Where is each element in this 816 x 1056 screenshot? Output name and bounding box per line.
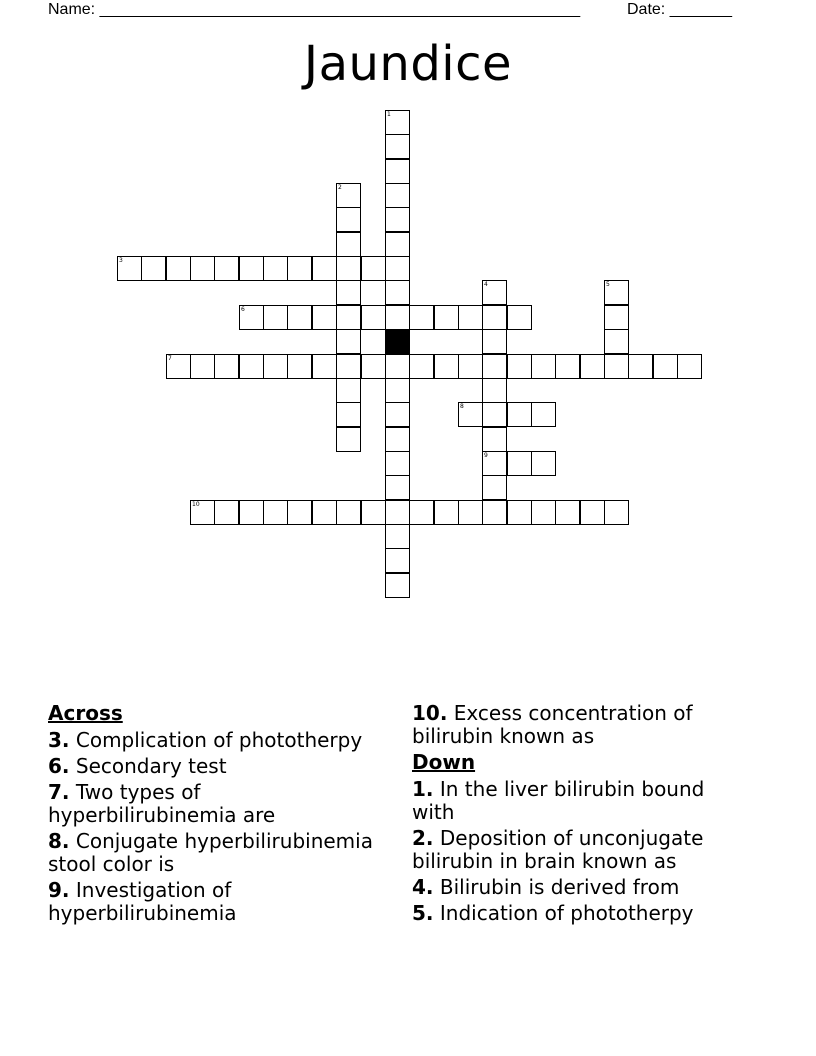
grid-cell[interactable]	[507, 500, 532, 525]
grid-cell[interactable]	[336, 305, 361, 330]
grid-cell[interactable]	[336, 280, 361, 305]
clue-number: 4.	[412, 875, 434, 899]
grid-cell[interactable]	[385, 256, 410, 281]
clue-text: Deposition of unconjugate bilirubin in brain known as	[412, 826, 704, 873]
grid-cell[interactable]	[117, 256, 142, 281]
grid-cell[interactable]	[482, 451, 507, 476]
grid-cell[interactable]	[287, 256, 312, 281]
grid-cell[interactable]	[531, 451, 556, 476]
grid-cell[interactable]	[336, 500, 361, 525]
grid-cell[interactable]	[166, 354, 191, 379]
puzzle-title: Jaundice	[303, 36, 513, 92]
grid-cell[interactable]	[531, 500, 556, 525]
clue-text: In the liver bilirubin bound with	[412, 777, 705, 824]
grid-cell[interactable]	[190, 500, 215, 525]
grid-cell[interactable]	[507, 354, 532, 379]
grid-cell[interactable]	[385, 427, 410, 452]
grid-cell[interactable]	[312, 256, 337, 281]
clue-text: Complication of phototherpy	[75, 728, 363, 752]
grid-cell[interactable]	[482, 378, 507, 403]
grid-cell[interactable]	[482, 354, 507, 379]
grid-cell[interactable]	[385, 475, 410, 500]
name-field-label: Name: ______________________________________________________	[48, 1, 581, 18]
clue-number: 9.	[48, 878, 70, 902]
grid-cell[interactable]	[482, 402, 507, 427]
clue-number: 10.	[412, 701, 448, 725]
cell-number: 7	[168, 355, 172, 362]
down-clue	[412, 778, 742, 824]
grid-cell[interactable]	[385, 354, 410, 379]
grid-cell[interactable]	[409, 500, 434, 525]
grid-cell[interactable]	[336, 378, 361, 403]
grid-cell[interactable]	[239, 500, 264, 525]
cell-number: 3	[119, 257, 123, 264]
grid-cell[interactable]	[166, 256, 191, 281]
cell-number: 1	[387, 111, 391, 118]
grid-cell[interactable]	[409, 305, 434, 330]
grid-cell[interactable]	[580, 354, 605, 379]
grid-cell[interactable]	[214, 256, 239, 281]
grid-cell[interactable]	[385, 280, 410, 305]
clue-number: 1.	[412, 777, 434, 801]
down-clue	[412, 876, 742, 899]
grid-cell[interactable]	[531, 354, 556, 379]
grid-cell[interactable]	[507, 305, 532, 330]
clue-text: Bilirubin is derived from	[439, 875, 680, 899]
grid-cell[interactable]	[336, 402, 361, 427]
clue-column-right	[412, 702, 742, 928]
grid-cell[interactable]	[385, 500, 410, 525]
grid-cell[interactable]	[385, 110, 410, 135]
grid-cell[interactable]	[287, 354, 312, 379]
across-clue	[48, 729, 393, 752]
grid-cell[interactable]	[385, 402, 410, 427]
clue-number: 6.	[48, 754, 70, 778]
grid-cell[interactable]	[385, 524, 410, 549]
grid-cell[interactable]	[263, 256, 288, 281]
across-clue	[48, 755, 393, 778]
grid-cell[interactable]	[336, 207, 361, 232]
grid-cell[interactable]	[336, 183, 361, 208]
clue-number: 7.	[48, 780, 70, 804]
grid-cell[interactable]	[190, 354, 215, 379]
clue-text: Secondary test	[75, 754, 227, 778]
grid-cell[interactable]	[482, 329, 507, 354]
grid-cell[interactable]	[190, 256, 215, 281]
grid-cell[interactable]	[604, 354, 629, 379]
grid-cell[interactable]	[482, 427, 507, 452]
grid-cell[interactable]	[336, 232, 361, 257]
grid-cell[interactable]	[385, 207, 410, 232]
grid-cell[interactable]	[239, 354, 264, 379]
grid-cell[interactable]	[604, 280, 629, 305]
across-clue	[412, 702, 742, 748]
grid-cell[interactable]	[385, 548, 410, 573]
clue-text: Indication of phototherpy	[439, 901, 694, 925]
grid-cell[interactable]	[361, 305, 386, 330]
grid-cell[interactable]	[385, 159, 410, 184]
grid-cell[interactable]	[482, 305, 507, 330]
grid-cell[interactable]	[361, 500, 386, 525]
cell-number: 8	[460, 403, 464, 410]
black-square	[385, 329, 410, 354]
grid-cell[interactable]	[214, 354, 239, 379]
grid-cell[interactable]	[312, 500, 337, 525]
clue-text: Conjugate hyperbilirubinemia stool color is	[48, 829, 373, 876]
grid-cell[interactable]	[263, 500, 288, 525]
grid-cell[interactable]	[458, 354, 483, 379]
clue-number: 2.	[412, 826, 434, 850]
grid-cell[interactable]	[677, 354, 702, 379]
grid-cell[interactable]	[312, 354, 337, 379]
grid-cell[interactable]	[385, 378, 410, 403]
grid-cell[interactable]	[482, 280, 507, 305]
grid-cell[interactable]	[385, 573, 410, 598]
grid-cell[interactable]	[507, 402, 532, 427]
grid-cell[interactable]	[263, 354, 288, 379]
across-clue	[48, 781, 393, 827]
grid-cell[interactable]	[507, 451, 532, 476]
grid-cell[interactable]	[336, 354, 361, 379]
clue-text: Investigation of hyperbilirubinemia	[48, 878, 237, 925]
grid-cell[interactable]	[604, 500, 629, 525]
grid-cell[interactable]	[385, 183, 410, 208]
grid-cell[interactable]	[604, 329, 629, 354]
grid-cell[interactable]	[336, 256, 361, 281]
grid-cell[interactable]	[434, 500, 459, 525]
clue-number: 3.	[48, 728, 70, 752]
grid-cell[interactable]	[555, 354, 580, 379]
across-heading: Across	[48, 701, 123, 725]
across-clue	[48, 879, 393, 925]
clue-number: 8.	[48, 829, 70, 853]
grid-cell[interactable]	[385, 134, 410, 159]
cell-number: 10	[192, 501, 200, 508]
down-heading: Down	[412, 750, 476, 774]
grid-cell[interactable]	[555, 500, 580, 525]
grid-cell[interactable]	[580, 500, 605, 525]
grid-cell[interactable]	[628, 354, 653, 379]
grid-cell[interactable]	[604, 305, 629, 330]
grid-cell[interactable]	[385, 305, 410, 330]
grid-cell[interactable]	[385, 232, 410, 257]
grid-cell[interactable]	[409, 354, 434, 379]
grid-cell[interactable]	[239, 305, 264, 330]
grid-cell[interactable]	[653, 354, 678, 379]
clue-text: Excess concentration of bilirubin known as	[412, 701, 693, 748]
down-clue	[412, 827, 742, 873]
grid-cell[interactable]	[287, 305, 312, 330]
grid-cell[interactable]	[336, 329, 361, 354]
cell-number: 6	[241, 306, 245, 313]
cell-number: 2	[338, 184, 342, 191]
across-clue	[48, 830, 393, 876]
grid-cell[interactable]	[385, 451, 410, 476]
grid-cell[interactable]	[361, 354, 386, 379]
grid-cell[interactable]	[458, 500, 483, 525]
grid-cell[interactable]	[336, 427, 361, 452]
down-clue	[412, 902, 742, 925]
grid-cell[interactable]	[287, 500, 312, 525]
grid-cell[interactable]	[214, 500, 239, 525]
grid-cell[interactable]	[263, 305, 288, 330]
grid-cell[interactable]	[434, 354, 459, 379]
cell-number: 4	[484, 281, 488, 288]
cell-number: 5	[606, 281, 610, 288]
clue-column-left	[48, 702, 393, 928]
grid-cell[interactable]	[458, 402, 483, 427]
grid-cell[interactable]	[458, 305, 483, 330]
date-field-label: Date: _______	[627, 1, 732, 18]
grid-cell[interactable]	[482, 500, 507, 525]
grid-cell[interactable]	[482, 475, 507, 500]
grid-cell[interactable]	[312, 305, 337, 330]
clue-text: Two types of hyperbilirubinemia are	[48, 780, 276, 827]
grid-cell[interactable]	[361, 256, 386, 281]
grid-cell[interactable]	[141, 256, 166, 281]
grid-cell[interactable]	[434, 305, 459, 330]
grid-cell[interactable]	[239, 256, 264, 281]
grid-cell[interactable]	[531, 402, 556, 427]
cell-number: 9	[484, 452, 488, 459]
clue-number: 5.	[412, 901, 434, 925]
